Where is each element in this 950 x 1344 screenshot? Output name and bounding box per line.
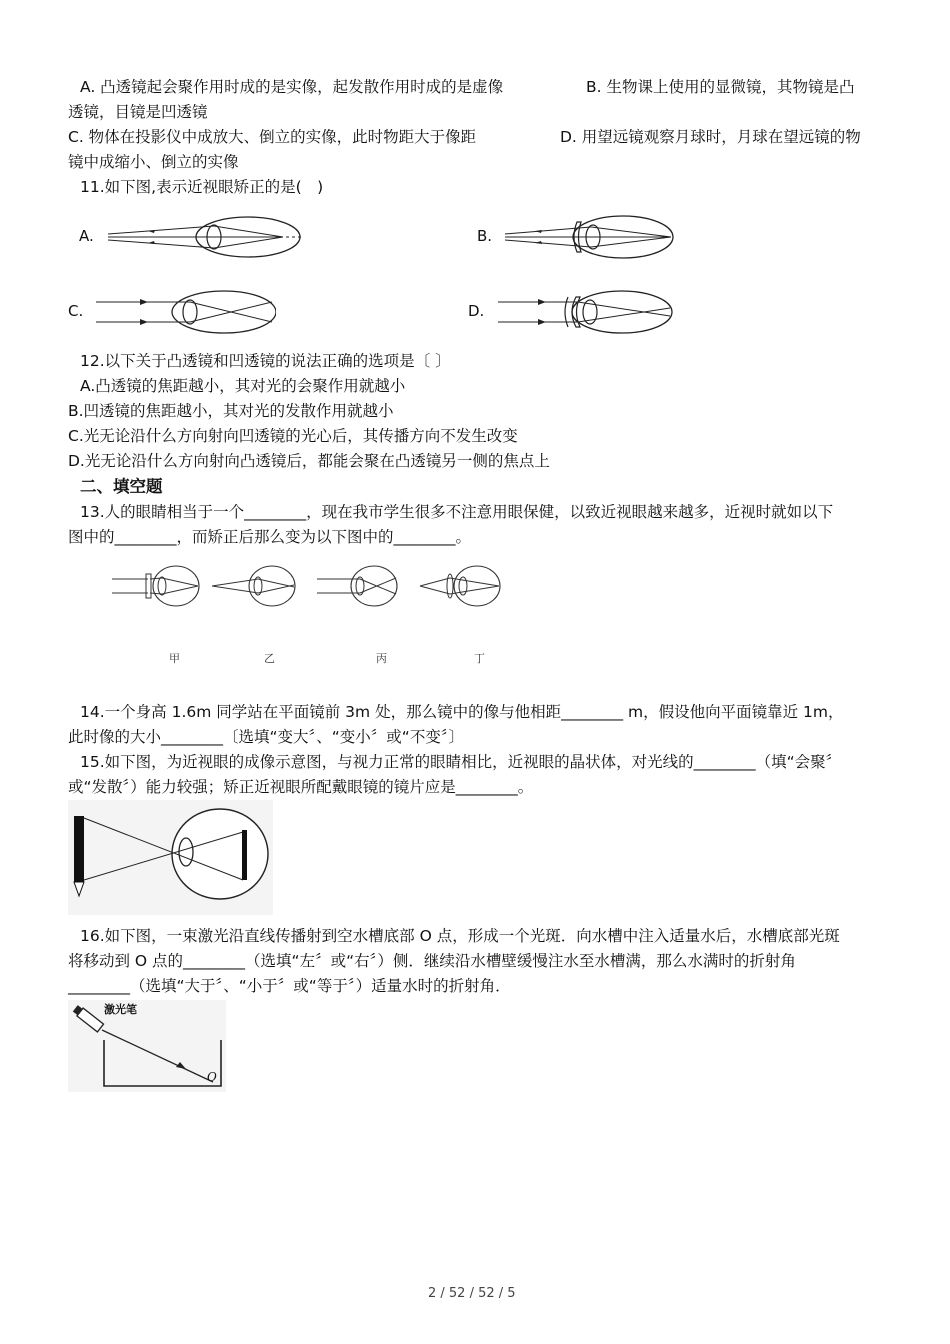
q13-diagram-ding (420, 566, 500, 606)
q13-caption-yi: 乙 (264, 652, 275, 665)
q13-line1: 13.人的眼睛相当于一个________，现在我市学生很多不注意用眼保健，以致近视眼越来越多，近视时就如以下 (80, 503, 834, 521)
q10-option-d-line1: D. 用望远镜观察月球时，月球在望远镜的物 (560, 128, 861, 146)
q15-line1: 15.如下图，为近视眼的成像示意图，与视力正常的眼睛相比，近视眼的晶状体，对光线的________（填“会聚〞 (80, 753, 842, 771)
q13-caption-bing: 丙 (376, 652, 387, 665)
q10-option-b-line2: 透镜，目镜是凹透镜 (68, 103, 208, 121)
q13-caption-jia: 甲 (169, 652, 180, 665)
q10-option-d-line2: 镜中成缩小、倒立的实像 (68, 153, 239, 171)
q12-option-b: B.凹透镜的焦距越小，其对光的发散作用就越小 (68, 402, 394, 420)
q16-laser-figure (68, 1000, 226, 1092)
q13-diagram-bing (317, 566, 397, 606)
q14-line1: 14.一个身高 1.6m 同学站在平面镜前 3m 处，那么镜中的像与他相距________ m，假设他向平面镜靠近 1m， (80, 703, 844, 721)
q12-option-c: C.光无论沿什么方向射向凹透镜的光心后，其传播方向不发生改变 (68, 427, 518, 445)
laser-pen-label: 激光笔 (104, 1003, 137, 1016)
q12-option-a: A.凸透镜的焦距越小，其对光的会聚作用就越小 (80, 377, 406, 395)
q13-line2: 图中的________，而矫正后那么变为以下图中的________。 (68, 528, 472, 546)
point-o-label: O (207, 1070, 217, 1084)
q13-diagram-yi (212, 566, 295, 606)
page-footer: 2 / 52 / 52 / 5 (428, 1286, 516, 1301)
q11-label-b: B. (477, 227, 493, 245)
q13-eye-diagrams (112, 560, 512, 612)
q14-line2: 此时像的大小________〔选填“变大〞、“变小〞或“不变〞〕 (68, 728, 465, 746)
q11-eye-diagram-c (96, 287, 276, 337)
q10-option-c: C. 物体在投影仪中成放大、倒立的实像，此时物距大于像距 (68, 128, 477, 146)
section-heading: 二、填空题 (80, 477, 163, 496)
q16-line1: 16.如下图，一束激光沿直线传播射到空水槽底部 O 点，形成一个光斑．向水槽中注入适量水后，水槽底部光斑 (80, 927, 840, 945)
q12-option-d: D.光无论沿什么方向射向凸透镜后，都能会聚在凸透镜另一侧的焦点上 (68, 452, 550, 470)
q10-option-b-line1: B. 生物课上使用的显微镜，其物镜是凸 (586, 78, 855, 96)
q15-myopia-diagram (68, 800, 273, 915)
q11-eye-diagram-b (505, 212, 675, 262)
q16-line3: ________（选填“大于〞、“小于〞或“等于〞）适量水时的折射角． (68, 977, 511, 995)
q11-stem: 11.如下图,表示近视眼矫正的是( ) (80, 178, 324, 196)
q11-eye-diagram-d (498, 287, 678, 337)
q11-label-c: C. (68, 302, 84, 320)
q13-diagram-jia (112, 566, 199, 606)
q13-caption-ding: 丁 (474, 652, 485, 665)
q11-eye-diagram-a (108, 212, 308, 262)
q11-label-a: A. (79, 227, 94, 245)
q16-line2: 将移动到 O 点的________（选填“左〞或“右〞）侧．继续沿水槽壁缓慢注水至水槽满，那么水满时的折射角 (68, 952, 796, 970)
q11-label-d: D. (468, 302, 485, 320)
q10-option-a: A. 凸透镜起会聚作用时成的是实像，起发散作用时成的是虚像 (80, 78, 504, 96)
q15-line2: 或“发散〞）能力较强；矫正近视眼所配戴眼镜的镜片应是________。 (68, 778, 534, 796)
q12-stem: 12.以下关于凸透镜和凹透镜的说法正确的选项是〔 〕 (80, 352, 451, 370)
